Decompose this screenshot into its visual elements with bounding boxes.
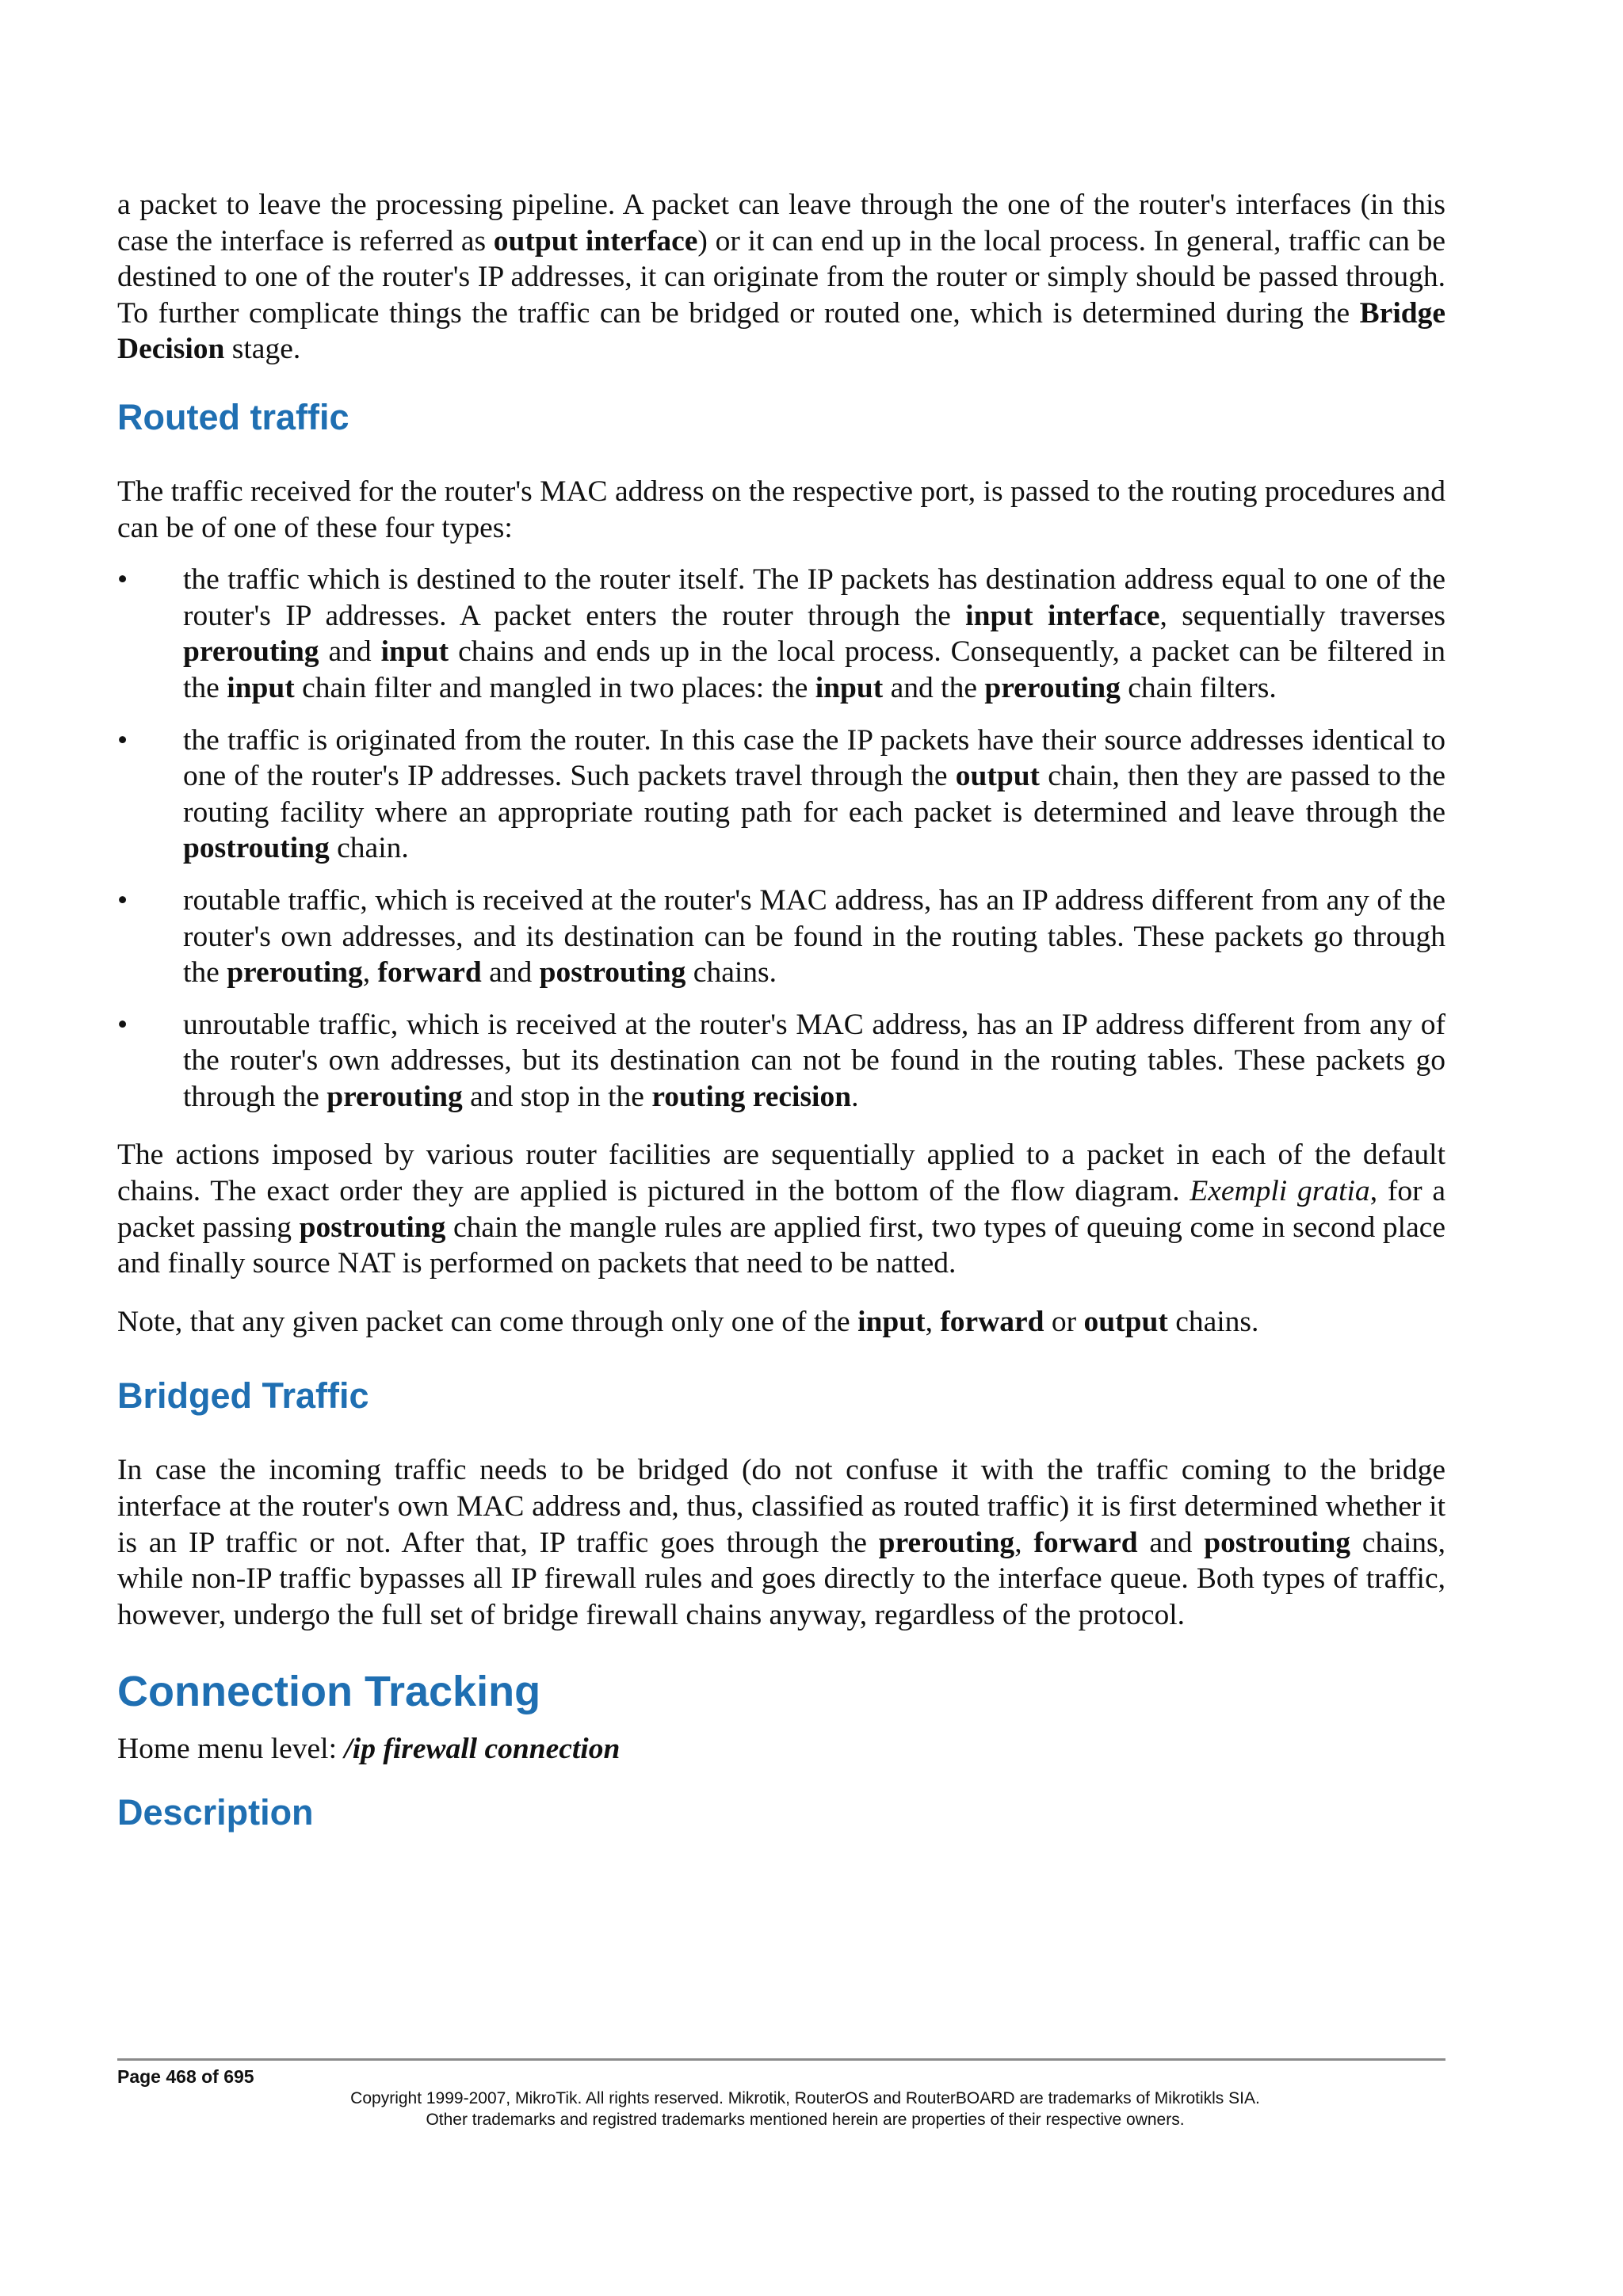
list-item: • the traffic which is destined to the router itself. The IP packets has destination address equal to one of the router's IP addresses. A packet enters the router through the input interface, sequentially traverses prerouting and input chains and ends up in the local process. Consequently, a packet can be filtered in the input chain filter and mangled in two places: the input and the prerouting chain filters. <box>117 563 1446 704</box>
page-footer <box>117 2058 1445 2130</box>
page-content <box>117 187 1445 1834</box>
bullet-icon: • <box>117 1008 128 1041</box>
bullet-icon: • <box>117 723 128 757</box>
page-number: Page 468 of 695 <box>117 2066 254 2087</box>
connection-tracking-heading: Connection Tracking <box>117 1668 541 1716</box>
bridged-traffic-heading: Bridged Traffic <box>117 1375 369 1417</box>
copyright-line-1: Copyright 1999-2007, MikroTik. All rights reserved. Mikrotik, RouterOS and RouterBOARD are trademarks of Mikrotikls SIA. <box>350 2089 1260 2107</box>
bullet-icon: • <box>117 883 128 917</box>
menu-path: /ip firewall connection <box>344 1733 621 1766</box>
latin-phrase: Exempli gratia <box>1190 1175 1370 1208</box>
note-paragraph: Note, that any given packet can come through only one of the input, forward or output chains. <box>117 1305 1259 1338</box>
description-heading: Description <box>117 1792 314 1833</box>
term-output-interface: output interface <box>493 224 698 257</box>
term-bridge-decision: Bridge Decision <box>117 296 1445 366</box>
actions-paragraph: The actions imposed by various router facilities are sequentially applied to a packet in each of the default chains. The exact order they are applied is pictured in the bottom of the flow diagram. Exempli gratia, for a packet passing postrouting chain the mangle rules are applied first, two types of queuing come in second place and finally source NAT is performed on packets that need to be natted. <box>117 1138 1446 1280</box>
copyright-line-2: Other trademarks and registred trademarks mentioned herein are properties of their respective owners. <box>426 2111 1185 2129</box>
list-item: • routable traffic, which is received at the router's MAC address, has an IP address different from any of the router's own addresses, and its destination can be found in the routing tables. These packets go through the prerouting, forward and postrouting chains. <box>117 883 1445 990</box>
bridged-paragraph: In case the incoming traffic needs to be bridged (do not confuse it with the traffic coming to the bridge interface at the router's own MAC address and, thus, classified as routed traffic) it is first determined whether it is an IP traffic or not. After that, IP traffic goes through the prerouting, forward and postrouting chains, while non-IP traffic bypasses all IP firewall rules and goes directly to the interface queue. Both types of traffic, however, undergo the full set of bridge firewall chains anyway, regardless of the protocol. <box>117 1454 1445 1631</box>
footer-divider <box>117 2058 1445 2061</box>
bullet-icon: • <box>117 563 128 597</box>
home-menu-level: Home menu level: /ip firewall connection <box>117 1733 621 1766</box>
list-item: • the traffic is originated from the router. In this case the IP packets have their source addresses identical to one of the router's IP addresses. Such packets travel through the output chain, then they are passed to the routing facility where an appropriate routing path for each packet is determined and leave through the postrouting chain. <box>117 723 1445 865</box>
intro-paragraph: a packet to leave the processing pipeline. A packet can leave through the one of the router's interfaces (in this case the interface is referred as output interface) or it can end up in the local process. In general, traffic can be destined to one of the router's IP addresses, it can originate from the router or simply should be passed through. To further complicate things the traffic can be bridged or routed one, which is determined during the Bridge Decision stage. <box>117 189 1445 366</box>
routed-traffic-heading: Routed traffic <box>117 396 349 437</box>
list-item: • unroutable traffic, which is received at the router's MAC address, has an IP address different from any of the router's own addresses, but its destination can not be found in the routing tables. These packets go through the prerouting and stop in the routing recision. <box>117 1008 1445 1113</box>
traffic-types-list <box>117 562 1445 1115</box>
routed-intro-paragraph: The traffic received for the router's MAC address on the respective port, is passed to the routing procedures and can be of one of these four types: <box>117 475 1445 544</box>
